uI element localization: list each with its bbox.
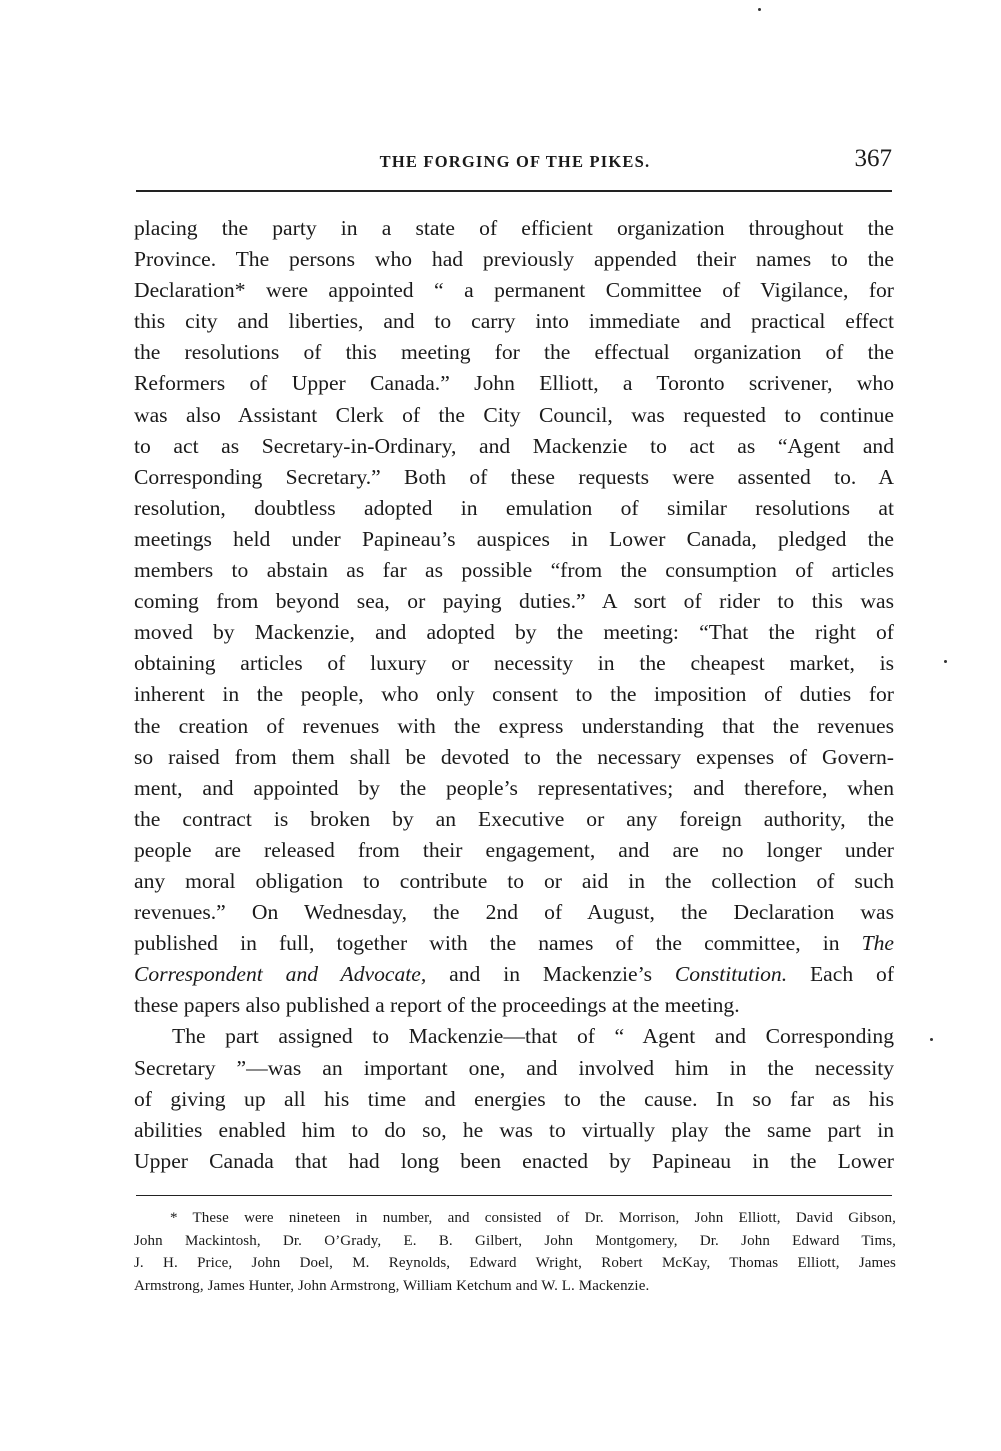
text-line: this city and liberties, and to carry into immediate and practical effect	[134, 309, 894, 334]
paragraph-1	[134, 213, 894, 1021]
text-line: people are released from their engagement, and are no longer under	[134, 837, 894, 862]
footnote	[134, 1207, 896, 1297]
text-line: Province. The persons who had previously appended their names to the	[134, 247, 894, 272]
text-line: the contract is broken by an Executive or any foreign authority, the	[134, 806, 894, 831]
text-segment: published in full, together with the names of the committee, in	[134, 931, 840, 956]
text-line: Secretary ”—was an important one, and involved him in the necessity	[134, 1055, 894, 1080]
footnote-line: J. H. Price, John Doel, M. Reynolds, Edward Wright, Robert McKay, Thomas Elliott, James	[134, 1255, 896, 1271]
body-text	[134, 213, 894, 1177]
italic-title: Correspondent and Advocate,	[134, 962, 427, 987]
text-line: placing the party in a state of efficient organization throughout the	[134, 216, 894, 240]
text-line: Reformers of Upper Canada.” John Elliott, a Toronto scrivener, who	[134, 371, 894, 396]
text-line: Upper Canada that had long been enacted by Papineau in the Lower	[134, 1148, 894, 1173]
text-line: members to abstain as far as possible “from the consumption of articles	[134, 558, 894, 583]
page-number: 367	[854, 145, 892, 172]
footnote-rule	[136, 1195, 892, 1196]
text-line: to act as Secretary-in-Ordinary, and Mackenzie to act as “Agent and	[134, 433, 894, 458]
running-title: THE FORGING OF THE PIKES.	[379, 152, 651, 171]
text-line: ment, and appointed by the people’s representatives; and therefore, when	[134, 775, 894, 800]
header-rule	[136, 190, 892, 192]
text-line: Corresponding Secretary.” Both of these requests were assented to. A	[134, 464, 894, 489]
text-line: abilities enabled him to do so, he was to virtually play the same part in	[134, 1117, 894, 1142]
text-line: moved by Mackenzie, and adopted by the meeting: “That the right of	[134, 620, 894, 645]
text-line: these papers also published a report of the proceedings at the meeting.	[134, 993, 740, 1018]
text-line: resolution, doubtless adopted in emulation of similar resolutions at	[134, 495, 894, 520]
text-line: any moral obligation to contribute to or aid in the collection of such	[134, 868, 894, 893]
italic-title: The	[861, 931, 894, 956]
text-line: Declaration* were appointed “ a permanent Committee of Vigilance, for	[134, 278, 894, 303]
text-line: the resolutions of this meeting for the effectual organization of the	[134, 340, 894, 365]
text-line: inherent in the people, who only consent to the imposition of duties for	[134, 682, 894, 707]
text-line: meetings held under Papineau’s auspices in Lower Canada, pledged the	[134, 526, 894, 551]
text-line: so raised from them shall be devoted to the necessary expenses of Govern-	[134, 744, 894, 769]
text-line	[134, 959, 894, 990]
text-line: was also Assistant Clerk of the City Council, was requested to continue	[134, 402, 894, 427]
text-segment: and in Mackenzie’s	[449, 962, 653, 987]
italic-title: Constitution.	[674, 962, 788, 987]
text-line: The part assigned to Mackenzie—that of “ Agent and Corresponding	[172, 1024, 894, 1049]
text-line	[134, 928, 894, 959]
text-line: revenues.” On Wednesday, the 2nd of August, the Declaration was	[134, 900, 894, 925]
text-segment: Each of	[809, 962, 894, 987]
text-line: the creation of revenues with the express understanding that the revenues	[134, 713, 894, 738]
text-line: of giving up all his time and energies to the cause. In so far as his	[134, 1086, 894, 1111]
text-line: obtaining articles of luxury or necessity in the cheapest market, is	[134, 651, 894, 676]
paragraph-2	[134, 1021, 894, 1176]
running-head	[136, 140, 894, 184]
footnote-line: Armstrong, James Hunter, John Armstrong, William Ketchum and W. L. Mackenzie.	[134, 1277, 650, 1294]
footnote-line: John Mackintosh, Dr. O’Grady, E. B. Gilbert, John Montgomery, Dr. John Edward Tims,	[134, 1232, 896, 1249]
footnote-line: * These were nineteen in number, and consisted of Dr. Morrison, John Elliott, David Gibson,	[170, 1210, 896, 1226]
text-line: coming from beyond sea, or paying duties.” A sort of rider to this was	[134, 589, 894, 614]
